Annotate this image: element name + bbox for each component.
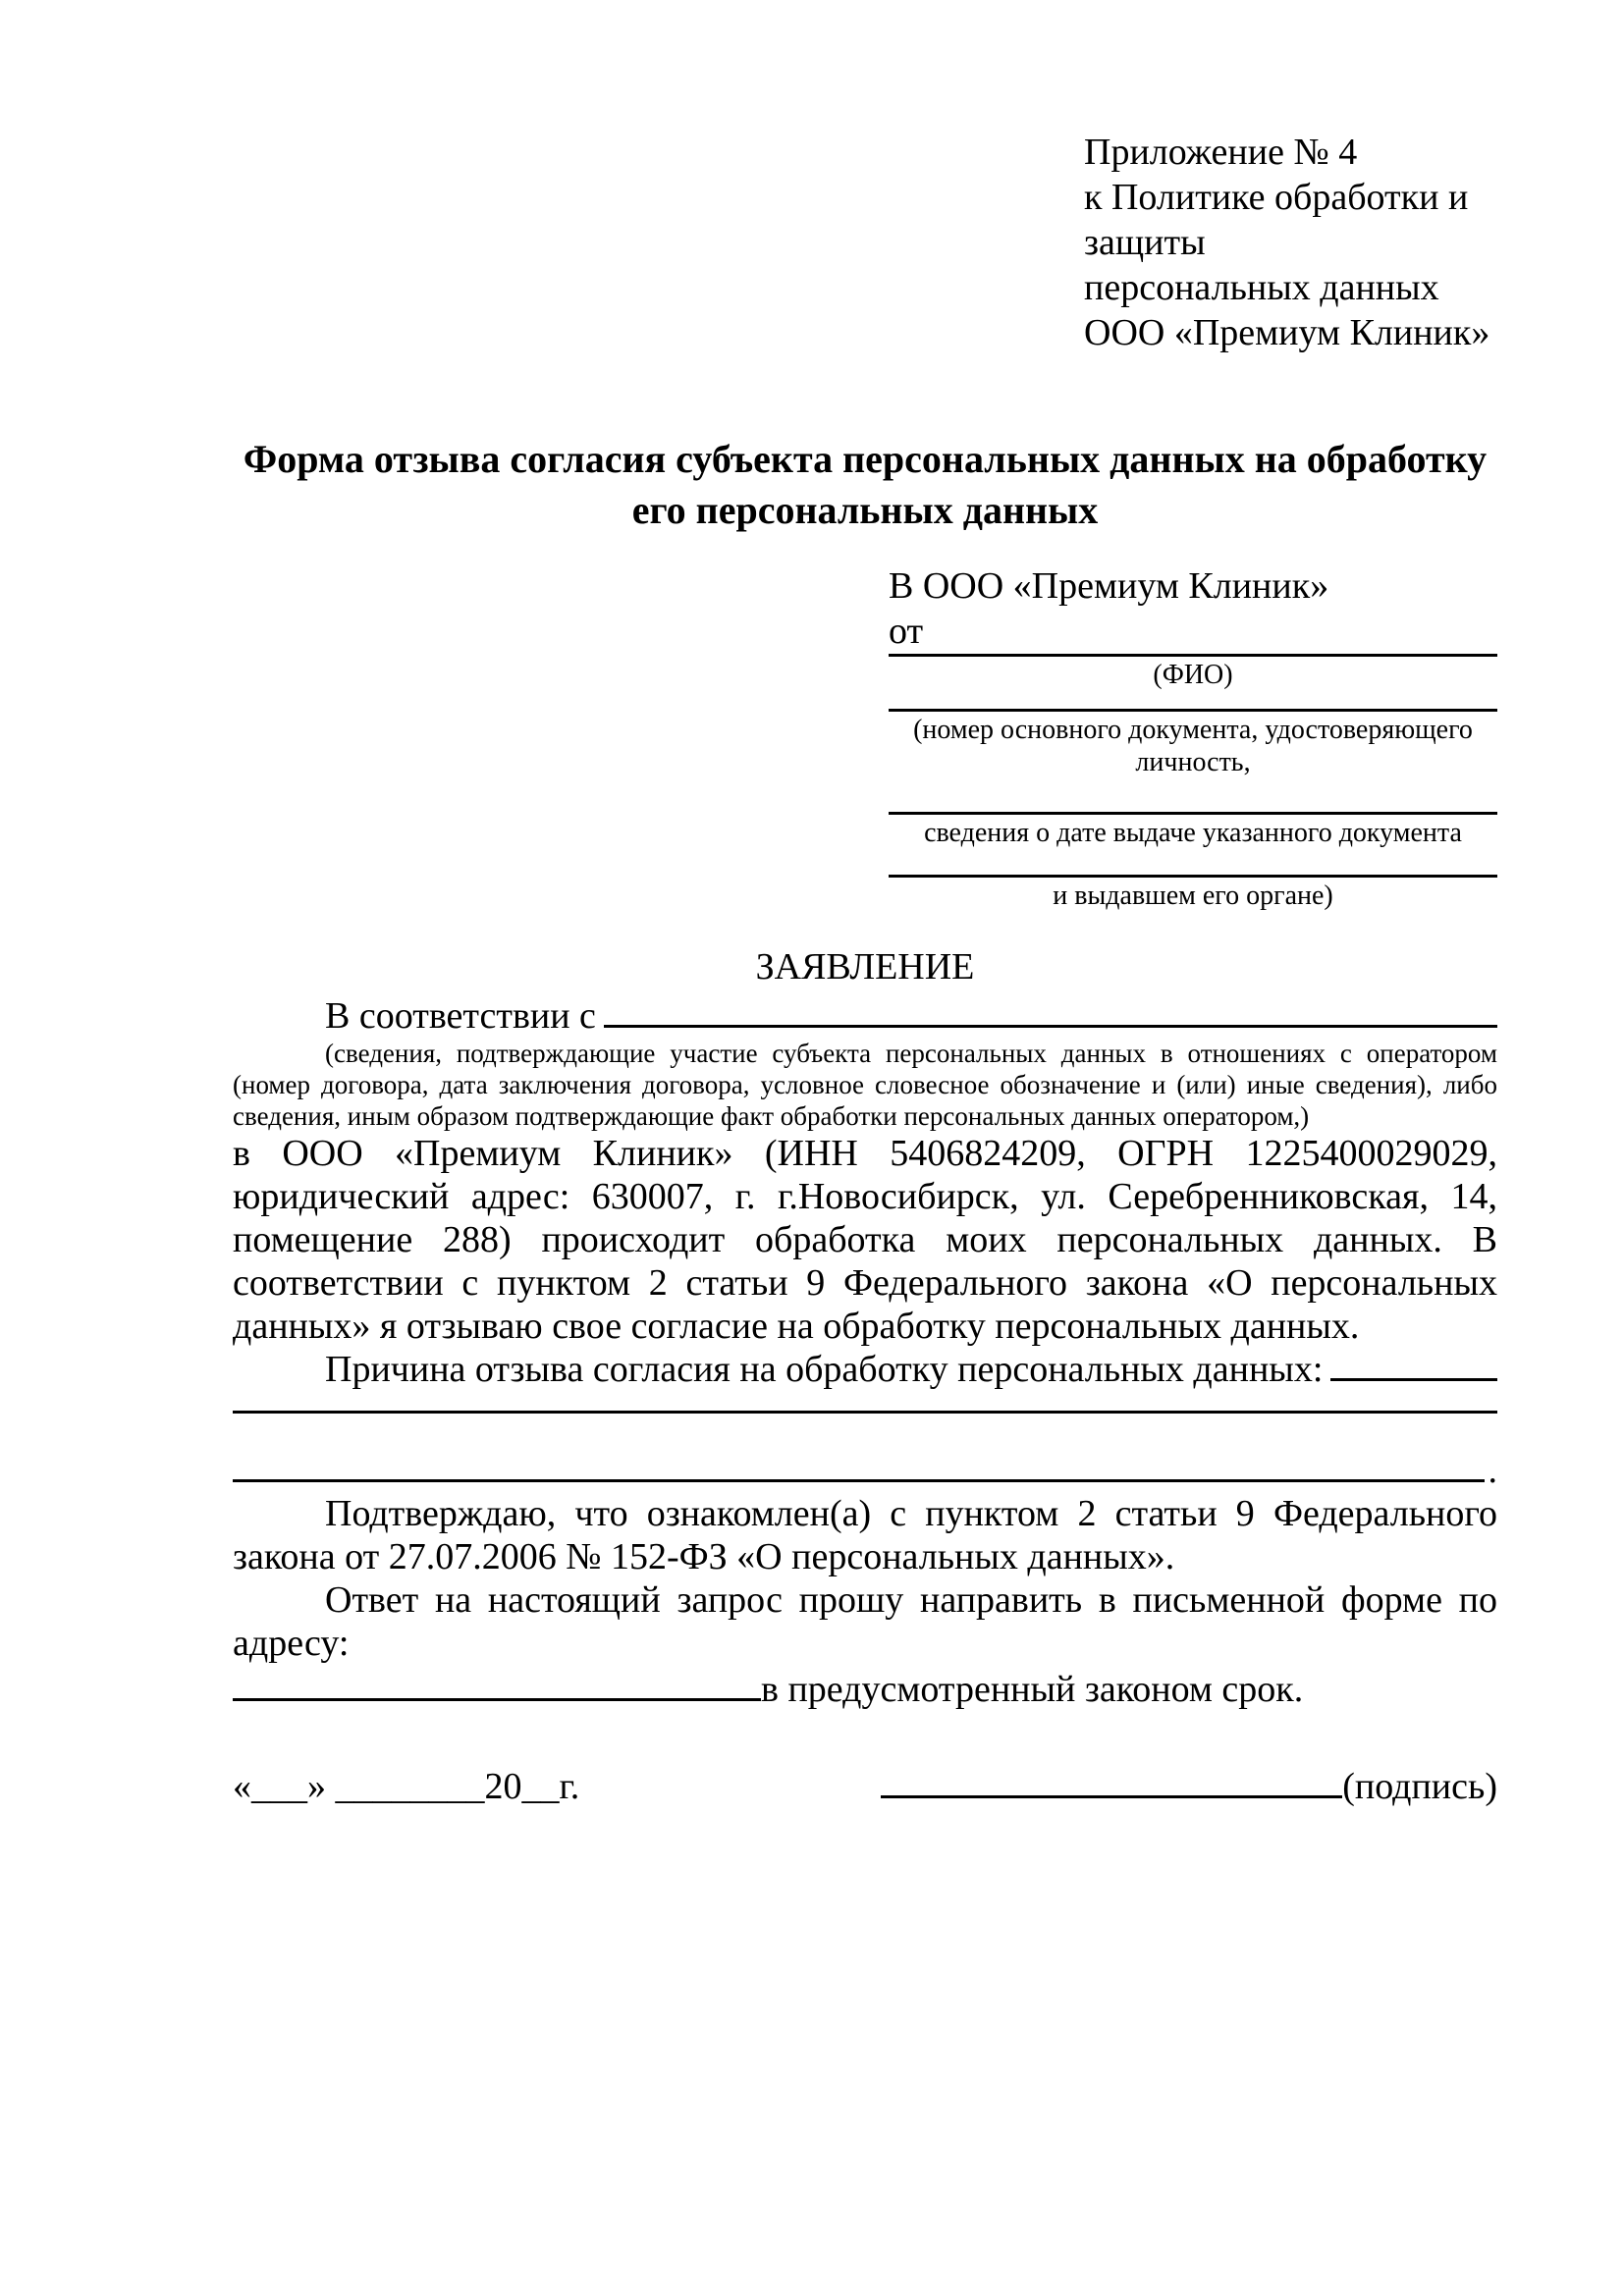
annex-line-1: Приложение № 4 xyxy=(1084,132,1358,173)
signature-row xyxy=(233,1762,1497,1808)
reason-blank-line-3-rule xyxy=(233,1479,1485,1482)
date-placeholder: «___» ________20__г. xyxy=(233,1766,580,1807)
annex-line-2: к Политике обработки и защиты xyxy=(1084,177,1469,263)
document-number-caption: (номер основного документа, удостоверяющего личность, xyxy=(913,715,1473,777)
confirmation-paragraph: Подтверждаю, что ознакомлен(а) с пунктом 2 статьи 9 Федерального закона от 27.07.2006 № 152-ФЗ «О персональных данных». xyxy=(233,1493,1497,1577)
accordance-blank-line xyxy=(604,1025,1497,1028)
annex-line-3: персональных данных xyxy=(1084,267,1439,308)
reply-address-line xyxy=(233,1665,1497,1711)
small-print-note: (сведения, подтверждающие участие субъекта персональных данных в отношениях с оператором (номер договора, дата заключения договора, условное словесное обозначение и (или) иные сведения), либо сведения, иным образом подтверждающие факт обработки персональных данных оператором,) xyxy=(233,1039,1497,1131)
issue-date-caption: сведения о дате выдаче указанного документа xyxy=(924,818,1462,848)
operator-paragraph: в ООО «Премиум Клиник» (ИНН 5406824209, ОГРН 1225400029029, юридический адрес: 630007, г. г.Новосибирск, ул. Серебренниковская, 14, помещение 288) происходит обработка моих персональных данных. В соответствии с пунктом 2 статьи 9 Федерального закона «О персональных данных» я отзываю свое согласие на обработку персональных данных. xyxy=(233,1133,1497,1347)
signature-group xyxy=(881,1762,1497,1808)
addressee-from-label: от xyxy=(889,611,924,652)
addressee-block xyxy=(889,563,1497,912)
signature-blank-line xyxy=(881,1762,1342,1798)
reason-label: Причина отзыва согласия на обработку персональных данных: xyxy=(325,1349,1324,1390)
signature-caption: (подпись) xyxy=(1342,1766,1497,1807)
address-blank-line xyxy=(233,1665,761,1701)
reply-request-paragraph: Ответ на настоящий запрос прошу направить в письменной форме по адресу: xyxy=(233,1579,1497,1664)
reason-blank-line-2 xyxy=(233,1411,1497,1414)
document-title: Форма отзыва согласия субъекта персональных данных на обработку его персональных данных xyxy=(243,437,1488,532)
issuing-authority-caption: и выдавшем его органе) xyxy=(1053,881,1333,911)
reply-suffix: в предусмотренный законом срок. xyxy=(761,1669,1304,1710)
fio-caption: (ФИО) xyxy=(1153,660,1233,690)
accordance-prefix: В соответствии с xyxy=(325,995,596,1037)
reason-blank-line-3 xyxy=(233,1449,1497,1492)
addressee-to: В ООО «Премиум Клиник» xyxy=(889,565,1329,607)
statement-heading: ЗАЯВЛЕНИЕ xyxy=(755,946,975,988)
sentence-period: . xyxy=(1488,1450,1497,1491)
accordance-line xyxy=(233,994,1497,1038)
annex-line-4: ООО «Премиум Клиник» xyxy=(1084,312,1490,353)
annex-block xyxy=(1084,130,1497,355)
reason-line xyxy=(233,1348,1497,1391)
reason-blank-line-1 xyxy=(1330,1378,1497,1381)
